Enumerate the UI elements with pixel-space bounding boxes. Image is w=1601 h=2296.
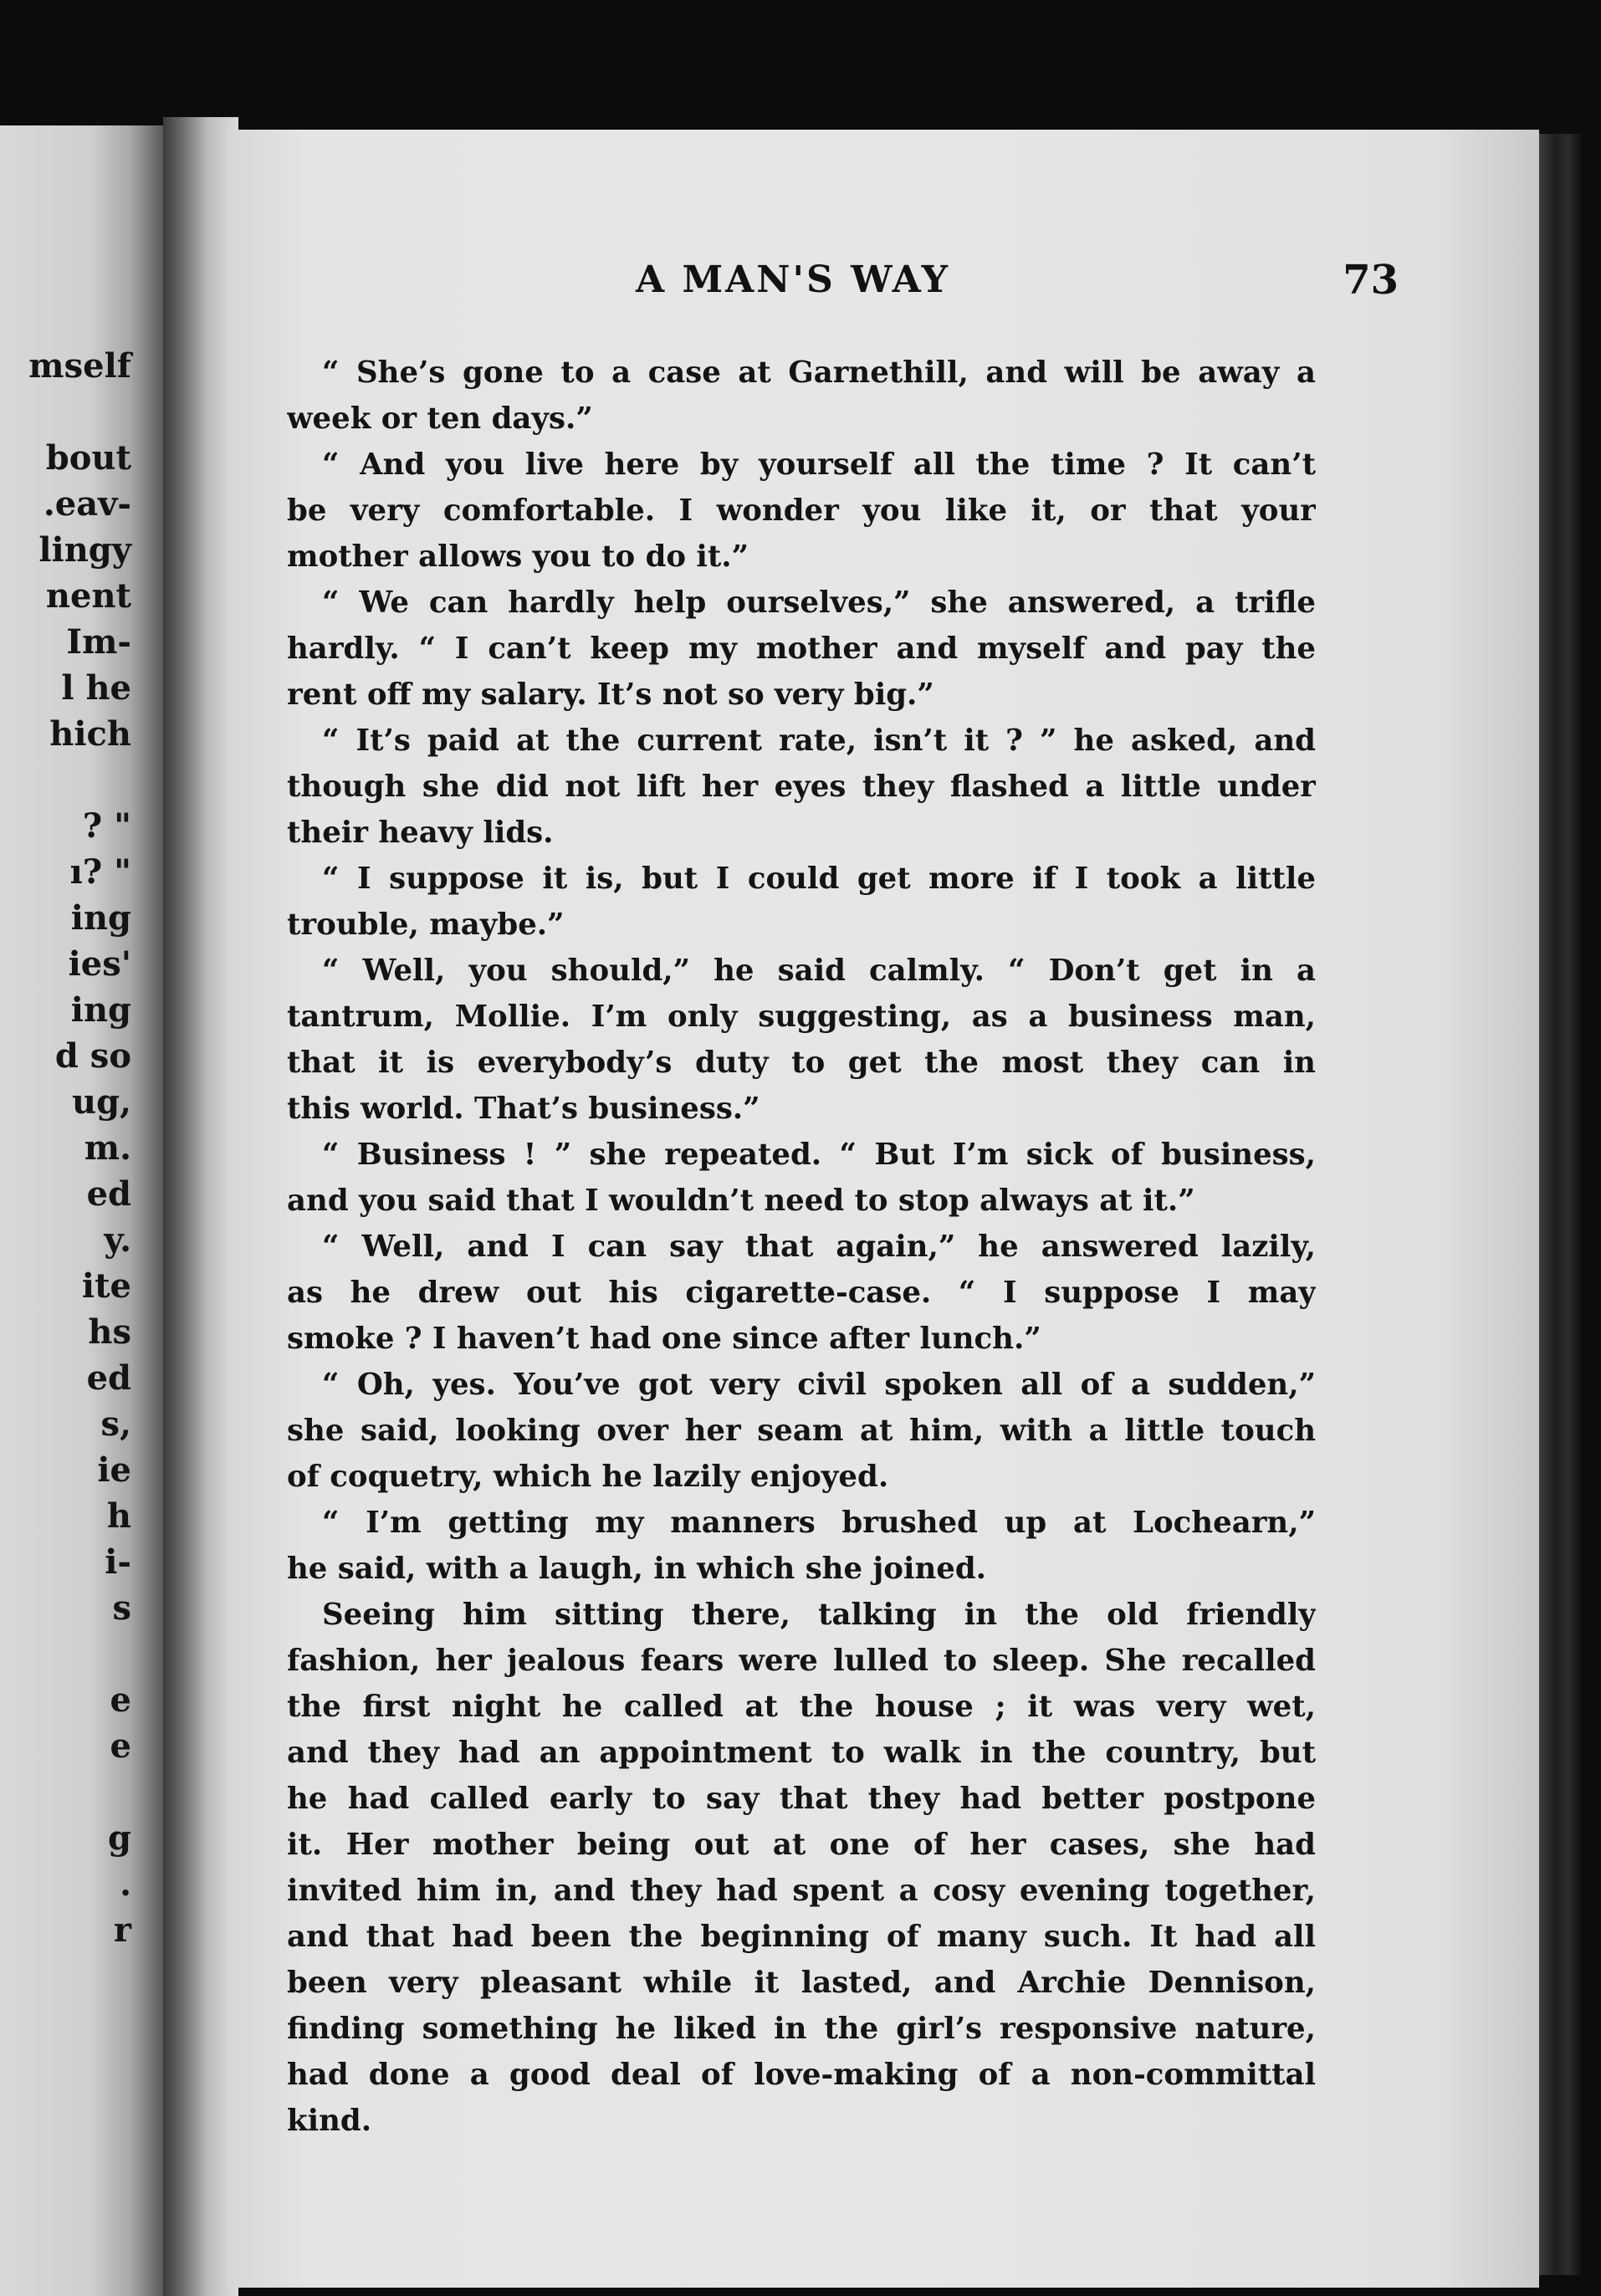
left-page-fragment: ie bbox=[97, 1450, 131, 1490]
text-line: fashion, her jealous fears were lulled to sleep. She recalled bbox=[287, 1644, 1316, 1678]
page-number: 73 bbox=[1343, 257, 1399, 304]
running-title: A MAN'S WAY bbox=[636, 258, 951, 301]
left-page-fragment: mself bbox=[28, 346, 131, 386]
text-line: invited him in, and they had spent a cosy evening together, bbox=[287, 1874, 1316, 1908]
left-page-fragment: ed bbox=[86, 1174, 131, 1214]
text-line: “ I suppose it is, but I could get more if I took a little bbox=[322, 862, 1316, 896]
left-page-fragment: i- bbox=[105, 1542, 131, 1582]
text-line: “ She’s gone to a case at Garnethill, and will be away a bbox=[322, 355, 1316, 390]
left-page-fragment: nent bbox=[45, 576, 131, 616]
text-line: though she did not lift her eyes they flashed a little under bbox=[287, 770, 1316, 804]
left-page-fragment: l he bbox=[61, 668, 131, 708]
text-line: week or ten days.” bbox=[287, 401, 593, 436]
left-page-fragment bbox=[28, 757, 131, 803]
left-page-fragment bbox=[28, 1631, 131, 1677]
left-page-fragment: r bbox=[113, 1910, 131, 1950]
text-line: and you said that I wouldn’t need to stop always at it.” bbox=[287, 1184, 1195, 1218]
left-page-fragment: m. bbox=[84, 1128, 131, 1168]
text-line: mother allows you to do it.” bbox=[287, 539, 749, 574]
text-line: as he drew out his cigarette-case. “ I suppose I may bbox=[287, 1276, 1316, 1310]
text-line: he said, with a laugh, in which she joined. bbox=[287, 1552, 987, 1586]
left-page-fragment: .eav- bbox=[43, 484, 131, 524]
text-line: been very pleasant while it lasted, and Archie Dennison, bbox=[287, 1966, 1316, 2000]
text-line: “ We can hardly help ourselves,” she answered, a trifle bbox=[322, 586, 1316, 620]
body-text bbox=[287, 350, 1316, 2144]
left-page-fragment: bout bbox=[45, 438, 131, 478]
left-page-fragment: hich bbox=[49, 714, 131, 754]
text-line: rent off my salary. It’s not so very big.” bbox=[287, 678, 934, 712]
left-page-fragment: e bbox=[110, 1680, 131, 1720]
left-page bbox=[0, 125, 163, 2296]
left-page-fragment: ing bbox=[70, 898, 131, 938]
text-line: Seeing him sitting there, talking in the old friendly bbox=[322, 1598, 1316, 1632]
text-line: tantrum, Mollie. I’m only suggesting, as a business man, bbox=[287, 1000, 1316, 1034]
left-page-text-fragments bbox=[28, 343, 131, 1953]
text-line: smoke ? I haven’t had one since after lunch.” bbox=[287, 1322, 1041, 1356]
left-page-fragment: Im- bbox=[66, 622, 131, 662]
left-page-fragment: . bbox=[120, 1864, 131, 1904]
left-page-fragment: ı? " bbox=[69, 852, 131, 892]
left-page-fragment: e bbox=[110, 1726, 131, 1766]
text-line: that it is everybody’s duty to get the most they can in bbox=[287, 1046, 1316, 1080]
left-page-fragment: d so bbox=[54, 1036, 131, 1076]
text-line: their heavy lids. bbox=[287, 816, 554, 850]
page-edge bbox=[1539, 134, 1581, 2275]
left-page-fragment: h bbox=[106, 1496, 131, 1536]
left-page-fragment: ing bbox=[70, 990, 131, 1030]
text-line: “ And you live here by yourself all the time ? It can’t bbox=[322, 447, 1316, 482]
left-page-fragment: g bbox=[108, 1818, 131, 1858]
text-line: this world. That’s business.” bbox=[287, 1092, 760, 1126]
left-page-fragment: ite bbox=[81, 1266, 131, 1306]
text-line: “ Oh, yes. You’ve got very civil spoken all of a sudden,” bbox=[322, 1368, 1316, 1402]
left-page-fragment: ug, bbox=[72, 1082, 131, 1122]
text-line: finding something he liked in the girl’s responsive nature, bbox=[287, 2012, 1316, 2046]
running-head bbox=[226, 251, 1539, 309]
text-line: had done a good deal of love-making of a non-committal bbox=[287, 2058, 1316, 2092]
text-line: the first night he called at the house ; it was very wet, bbox=[287, 1690, 1316, 1724]
left-page-fragment bbox=[28, 389, 131, 435]
text-line: it. Her mother being out at one of her cases, she had bbox=[287, 1828, 1316, 1862]
text-line: “ It’s paid at the current rate, isn’t it ? ” he asked, and bbox=[322, 724, 1316, 758]
text-line: be very comfortable. I wonder you like it, or that your bbox=[287, 493, 1316, 528]
text-line: hardly. “ I can’t keep my mother and myself and pay the bbox=[287, 632, 1316, 666]
text-line: kind. bbox=[287, 2104, 372, 2138]
text-line: “ Well, and I can say that again,” he answered lazily, bbox=[322, 1230, 1316, 1264]
left-page-fragment: ? " bbox=[82, 806, 131, 846]
text-line: trouble, maybe.” bbox=[287, 908, 565, 942]
left-page-fragment: hs bbox=[88, 1312, 131, 1352]
left-page-fragment: y. bbox=[104, 1220, 131, 1260]
text-line: and they had an appointment to walk in the country, but bbox=[287, 1736, 1316, 1770]
text-line: he had called early to say that they had better postpone bbox=[287, 1782, 1316, 1816]
text-line: of coquetry, which he lazily enjoyed. bbox=[287, 1460, 889, 1494]
left-page-fragment: s, bbox=[100, 1404, 131, 1444]
left-page-fragment: lingy bbox=[38, 530, 131, 570]
text-line: “ Well, you should,” he said calmly. “ Don’t get in a bbox=[322, 954, 1316, 988]
left-page-fragment: ies' bbox=[68, 944, 131, 984]
text-line: “ I’m getting my manners brushed up at Lochearn,” bbox=[322, 1506, 1316, 1540]
left-page-fragment: ed bbox=[86, 1358, 131, 1398]
text-line: and that had been the beginning of many such. It had all bbox=[287, 1920, 1316, 1954]
text-line: she said, looking over her seam at him, with a little touch bbox=[287, 1414, 1316, 1448]
text-line: “ Business ! ” she repeated. “ But I’m sick of business, bbox=[322, 1138, 1316, 1172]
left-page-fragment bbox=[28, 1769, 131, 1815]
left-page-fragment: s bbox=[112, 1588, 131, 1628]
